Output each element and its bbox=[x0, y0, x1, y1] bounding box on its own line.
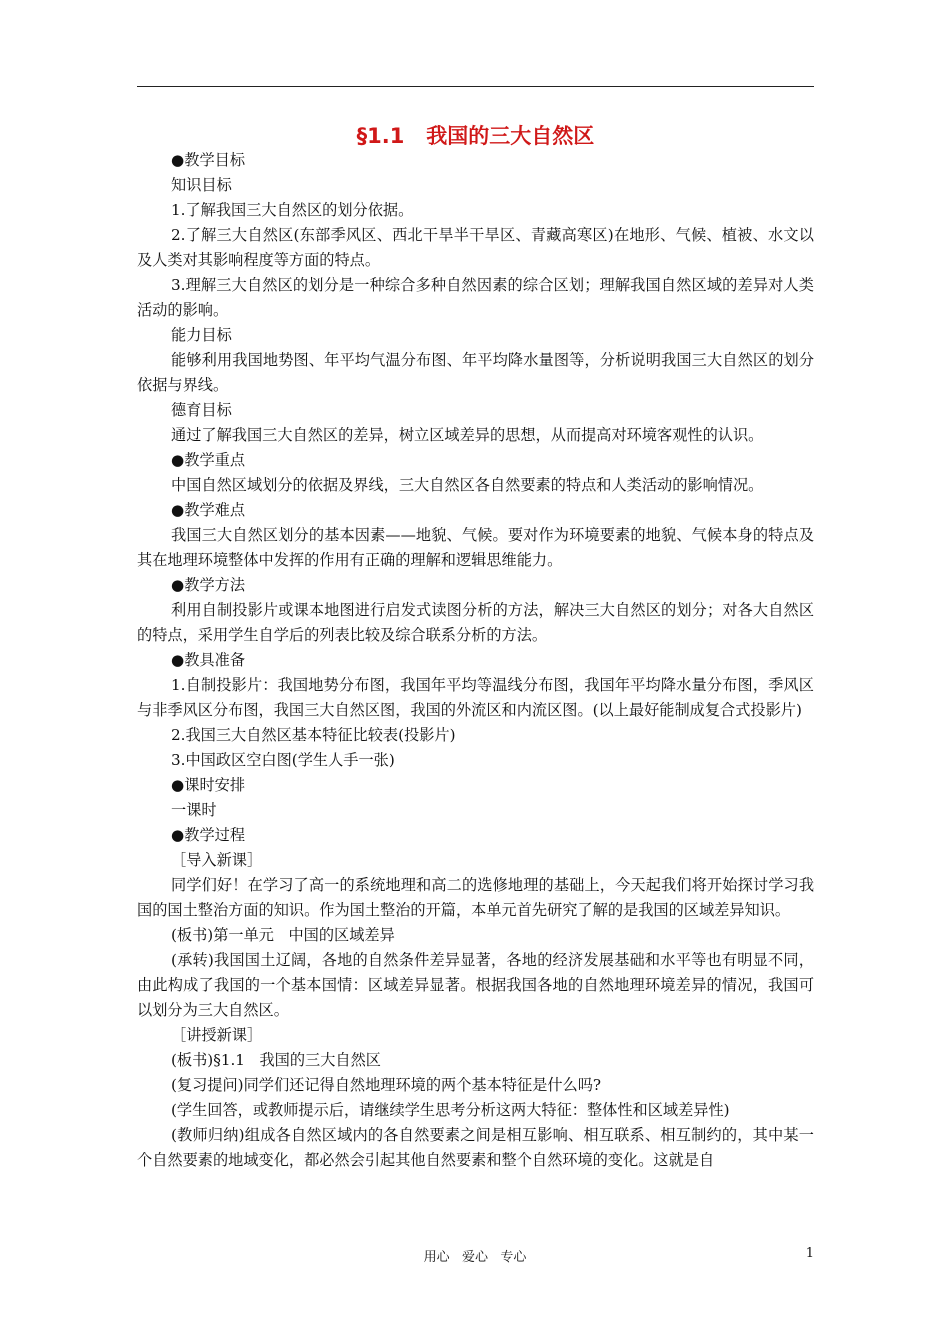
heading-schedule: ●课时安排 bbox=[171, 776, 246, 794]
footer-motto: 用心 爱心 专心 bbox=[423, 1250, 527, 1265]
page-number: 1 bbox=[805, 1246, 814, 1261]
subheading-intro: ［导入新课］ bbox=[171, 851, 263, 869]
subheading-knowledge: 知识目标 bbox=[171, 176, 232, 194]
heading-materials: ●教具准备 bbox=[171, 651, 246, 669]
paragraph: (板书)第一单元 中国的区域差异 bbox=[171, 926, 395, 944]
subheading-ability: 能力目标 bbox=[171, 326, 232, 344]
paragraph: 3.中国政区空白图(学生人手一张) bbox=[171, 751, 395, 769]
paragraph: 利用自制投影片或课本地图进行启发式读图分析的方法，解决三大自然区的划分；对各大自然区的特点，采用学生自学后的列表比较及综合联系分析的方法。 bbox=[137, 601, 814, 644]
document-body bbox=[137, 148, 814, 1173]
heading-objectives: ●教学目标 bbox=[171, 151, 246, 169]
heading-methods: ●教学方法 bbox=[171, 576, 246, 594]
paragraph: 中国自然区域划分的依据及界线，三大自然区各自然要素的特点和人类活动的影响情况。 bbox=[171, 476, 764, 494]
paragraph: 1.自制投影片：我国地势分布图，我国年平均等温线分布图，我国年平均降水量分布图，季风区与非季风区分布图，我国三大自然区图，我国的外流区和内流区图。(以上最好能制成复合式投影片) bbox=[137, 676, 814, 719]
heading-key-points: ●教学重点 bbox=[171, 451, 246, 469]
paragraph: (教师归纳)组成各自然区域内的各自然要素之间是相互影响、相互联系、相互制约的，其中某一个自然要素的地域变化，都必然会引起其他自然要素和整个自然环境的变化。这就是自 bbox=[137, 1126, 814, 1169]
paragraph: 2.我国三大自然区基本特征比较表(投影片) bbox=[171, 726, 456, 744]
paragraph: 通过了解我国三大自然区的差异，树立区域差异的思想，从而提高对环境客观性的认识。 bbox=[171, 426, 764, 444]
paragraph: 同学们好！在学习了高一的系统地理和高二的选修地理的基础上，今天起我们将开始探讨学习我国的国土整治方面的知识。作为国土整治的开篇，本单元首先研究了解的是我国的区域差异知识。 bbox=[137, 876, 814, 919]
paragraph: 能够利用我国地势图、年平均气温分布图、年平均降水量图等，分析说明我国三大自然区的划分依据与界线。 bbox=[137, 351, 814, 394]
header-rule bbox=[137, 86, 814, 87]
paragraph: 一课时 bbox=[171, 801, 217, 819]
paragraph: 我国三大自然区划分的基本因素——地貌、气候。要对作为环境要素的地貌、气候本身的特点及其在地理环境整体中发挥的作用有正确的理解和逻辑思维能力。 bbox=[137, 526, 814, 569]
page-title: §1.1 我国的三大自然区 bbox=[356, 124, 595, 148]
heading-difficulties: ●教学难点 bbox=[171, 501, 246, 519]
paragraph: 2.了解三大自然区(东部季风区、西北干旱半干旱区、青藏高寒区)在地形、气候、植被、水文以及人类对其影响程度等方面的特点。 bbox=[137, 226, 814, 269]
paragraph: 1.了解我国三大自然区的划分依据。 bbox=[171, 201, 414, 219]
paragraph: 3.理解三大自然区的划分是一种综合多种自然因素的综合区划；理解我国自然区域的差异对人类活动的影响。 bbox=[137, 276, 814, 319]
paragraph: (复习提问)同学们还记得自然地理环境的两个基本特征是什么吗? bbox=[171, 1076, 602, 1094]
paragraph: (承转)我国国土辽阔，各地的自然条件差异显著，各地的经济发展基础和水平等也有明显不同，由此构成了我国的一个基本国情：区域差异显著。根据我国各地的自然地理环境差异的情况，我国可以划分为三大自然区。 bbox=[137, 951, 814, 1019]
paragraph: (板书)§1.1 我国的三大自然区 bbox=[171, 1051, 381, 1069]
heading-process: ●教学过程 bbox=[171, 826, 246, 844]
paragraph: (学生回答，或教师提示后，请继续学生思考分析这两大特征：整体性和区域差异性) bbox=[171, 1101, 730, 1119]
subheading-new-lesson: ［讲授新课］ bbox=[171, 1026, 263, 1044]
subheading-moral: 德育目标 bbox=[171, 401, 232, 419]
